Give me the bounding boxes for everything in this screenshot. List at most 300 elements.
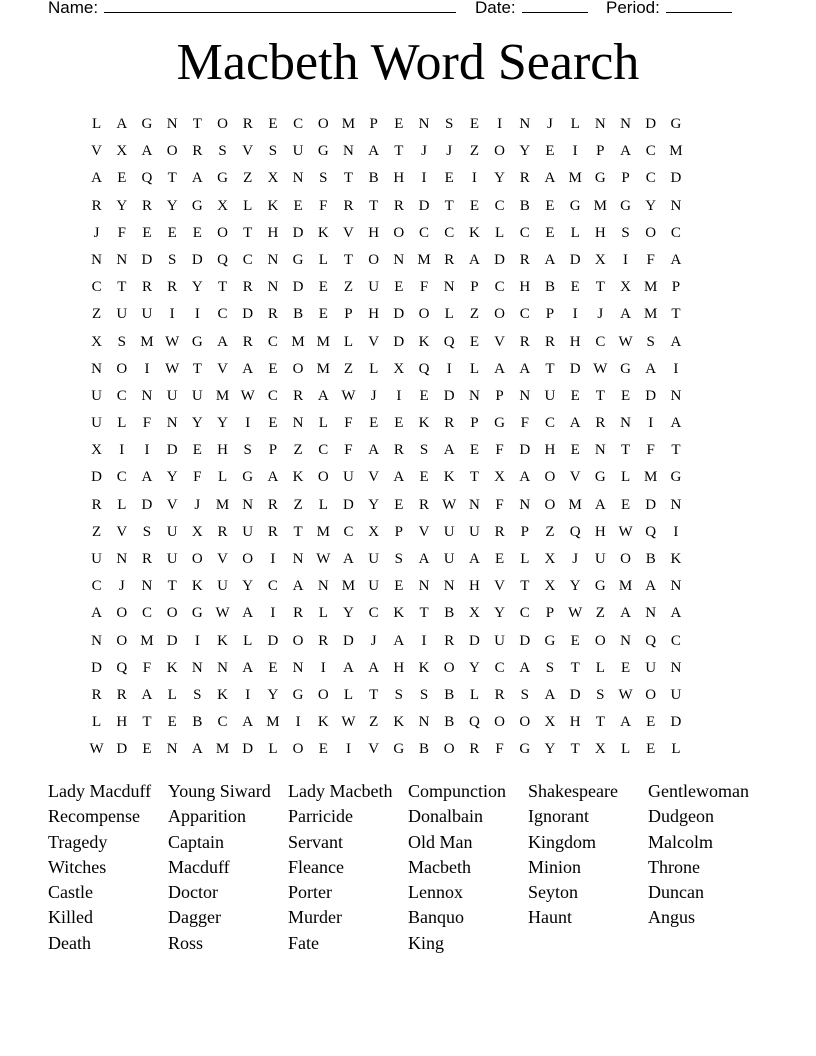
grid-letter[interactable]: A — [670, 605, 682, 622]
grid-letter[interactable]: P — [671, 279, 681, 296]
grid-letter[interactable]: D — [116, 741, 128, 758]
grid-letter[interactable]: D — [166, 632, 178, 649]
grid-letter[interactable]: C — [519, 306, 530, 323]
grid-letter[interactable]: A — [267, 469, 279, 486]
grid-letter[interactable]: W — [341, 387, 356, 404]
grid-letter[interactable]: L — [318, 415, 328, 432]
grid-letter[interactable]: R — [141, 197, 152, 214]
grid-letter[interactable]: D — [292, 279, 304, 296]
grid-letter[interactable]: W — [240, 387, 255, 404]
grid-letter[interactable]: O — [292, 360, 304, 377]
grid-letter[interactable]: W — [316, 551, 331, 567]
grid-letter[interactable]: C — [343, 523, 354, 540]
grid-letter[interactable]: M — [140, 632, 154, 649]
grid-letter[interactable]: U — [443, 551, 455, 567]
grid-letter[interactable]: R — [167, 279, 178, 296]
grid-letter[interactable]: H — [594, 523, 606, 540]
grid-letter[interactable]: I — [497, 116, 503, 132]
grid-letter[interactable]: D — [292, 224, 304, 241]
grid-letter[interactable]: A — [242, 605, 254, 622]
grid-letter[interactable]: M — [618, 578, 633, 595]
grid-letter[interactable]: E — [394, 496, 404, 513]
grid-letter[interactable]: Z — [293, 496, 303, 513]
grid-letter[interactable]: S — [419, 442, 429, 459]
grid-letter[interactable]: H — [594, 224, 606, 241]
grid-letter[interactable]: R — [419, 496, 430, 513]
grid-letter[interactable]: M — [215, 387, 230, 404]
grid-letter[interactable]: R — [444, 632, 455, 649]
grid-letter[interactable]: N — [670, 659, 682, 676]
grid-letter[interactable]: E — [570, 442, 580, 459]
grid-letter[interactable]: J — [370, 632, 377, 649]
grid-letter[interactable]: I — [673, 523, 679, 540]
grid-letter[interactable]: T — [671, 442, 681, 459]
grid-letter[interactable]: X — [393, 360, 405, 377]
grid-letter[interactable]: K — [393, 714, 405, 731]
grid-letter[interactable]: E — [268, 415, 278, 432]
grid-letter[interactable]: I — [471, 170, 477, 187]
grid-letter[interactable]: I — [194, 306, 200, 323]
grid-letter[interactable]: L — [318, 605, 328, 622]
grid-letter[interactable]: U — [217, 578, 228, 595]
grid-letter[interactable]: M — [291, 333, 305, 350]
grid-letter[interactable]: U — [166, 551, 178, 567]
grid-letter[interactable]: W — [165, 360, 180, 377]
grid-letter[interactable]: E — [268, 659, 278, 676]
grid-letter[interactable]: N — [670, 496, 682, 513]
grid-letter[interactable]: P — [470, 279, 479, 296]
grid-letter[interactable]: H — [569, 714, 581, 731]
grid-letter[interactable]: W — [618, 686, 633, 703]
grid-letter[interactable]: D — [393, 333, 405, 350]
grid-letter[interactable]: R — [267, 496, 278, 513]
grid-letter[interactable]: N — [267, 251, 279, 268]
grid-letter[interactable]: A — [620, 605, 631, 622]
grid-letter[interactable]: N — [443, 578, 455, 595]
grid-letter[interactable]: N — [594, 442, 606, 459]
grid-letter[interactable]: R — [116, 686, 127, 703]
grid-letter[interactable]: O — [116, 360, 128, 377]
grid-letter[interactable]: U — [91, 551, 103, 567]
grid-letter[interactable]: T — [394, 143, 404, 160]
grid-letter[interactable]: Q — [569, 523, 581, 540]
grid-letter[interactable]: C — [519, 224, 530, 241]
grid-letter[interactable]: B — [444, 714, 455, 731]
grid-letter[interactable]: H — [217, 442, 228, 459]
grid-letter[interactable]: H — [519, 279, 531, 296]
grid-letter[interactable]: G — [544, 632, 556, 649]
grid-letter[interactable]: C — [595, 333, 606, 350]
grid-letter[interactable]: M — [417, 251, 431, 268]
grid-letter[interactable]: R — [444, 415, 455, 432]
grid-letter[interactable]: D — [569, 251, 581, 268]
grid-letter[interactable]: E — [469, 116, 479, 132]
grid-letter[interactable]: A — [242, 714, 254, 731]
grid-letter[interactable]: R — [393, 197, 404, 214]
grid-letter[interactable]: W — [618, 333, 633, 350]
grid-letter[interactable]: H — [368, 224, 380, 241]
grid-letter[interactable]: E — [394, 415, 404, 432]
grid-letter[interactable]: D — [91, 469, 103, 486]
grid-letter[interactable]: V — [368, 333, 380, 350]
grid-letter[interactable]: T — [217, 279, 228, 296]
grid-letter[interactable]: P — [344, 306, 353, 323]
grid-letter[interactable]: O — [191, 551, 203, 567]
grid-letter[interactable]: C — [242, 251, 253, 268]
grid-letter[interactable]: O — [544, 496, 556, 513]
grid-letter[interactable]: E — [545, 197, 555, 214]
grid-letter[interactable]: R — [267, 523, 278, 540]
grid-letter[interactable]: C — [217, 714, 228, 731]
grid-letter[interactable]: O — [494, 143, 506, 160]
grid-letter[interactable]: B — [544, 279, 555, 296]
grid-letter[interactable]: U — [494, 632, 506, 649]
grid-letter[interactable]: B — [368, 170, 379, 187]
grid-letter[interactable]: N — [292, 170, 304, 187]
grid-letter[interactable]: H — [544, 442, 556, 459]
grid-letter[interactable]: U — [242, 523, 254, 540]
grid-letter[interactable]: O — [166, 143, 178, 160]
grid-letter[interactable]: A — [191, 170, 203, 187]
grid-letter[interactable]: A — [317, 387, 329, 404]
grid-letter[interactable]: N — [166, 415, 178, 432]
grid-letter[interactable]: I — [320, 659, 326, 676]
grid-letter[interactable]: Y — [544, 741, 556, 758]
grid-letter[interactable]: Z — [469, 306, 479, 323]
grid-letter[interactable]: U — [368, 279, 380, 296]
grid-letter[interactable]: E — [419, 469, 429, 486]
grid-letter[interactable]: K — [191, 578, 203, 595]
grid-letter[interactable]: Q — [217, 251, 228, 268]
grid-letter[interactable]: T — [570, 659, 580, 676]
grid-letter[interactable]: N — [91, 632, 103, 649]
grid-letter[interactable]: N — [594, 116, 606, 132]
grid-letter[interactable]: S — [419, 686, 429, 703]
grid-letter[interactable]: K — [418, 415, 430, 432]
grid-letter[interactable]: E — [495, 551, 505, 567]
grid-letter[interactable]: V — [368, 741, 380, 758]
grid-letter[interactable]: L — [318, 251, 328, 268]
grid-letter[interactable]: M — [316, 523, 330, 540]
grid-letter[interactable]: X — [594, 741, 606, 758]
grid-letter[interactable]: L — [167, 686, 177, 703]
grid-letter[interactable]: A — [670, 251, 682, 268]
grid-letter[interactable]: D — [519, 632, 531, 649]
grid-letter[interactable]: R — [444, 251, 455, 268]
grid-letter[interactable]: M — [316, 360, 330, 377]
grid-letter[interactable]: P — [545, 306, 555, 323]
grid-letter[interactable]: X — [116, 143, 128, 160]
grid-letter[interactable]: D — [141, 251, 153, 268]
grid-letter[interactable]: T — [595, 714, 605, 731]
grid-letter[interactable]: E — [117, 170, 127, 187]
grid-letter[interactable]: I — [119, 442, 125, 459]
grid-letter[interactable]: Q — [645, 523, 657, 540]
grid-letter[interactable]: N — [670, 197, 682, 214]
grid-letter[interactable]: P — [495, 387, 504, 404]
grid-letter[interactable]: E — [620, 387, 631, 404]
grid-letter[interactable]: C — [318, 442, 329, 459]
grid-letter[interactable]: G — [620, 197, 631, 214]
grid-letter[interactable]: J — [547, 116, 553, 132]
grid-letter[interactable]: N — [242, 496, 254, 513]
grid-letter[interactable]: E — [469, 333, 479, 350]
grid-letter[interactable]: T — [595, 279, 605, 296]
grid-letter[interactable]: A — [620, 143, 631, 160]
grid-letter[interactable]: Q — [443, 333, 455, 350]
grid-letter[interactable]: R — [242, 279, 253, 296]
grid-letter[interactable]: X — [91, 333, 103, 350]
grid-letter[interactable]: A — [645, 360, 657, 377]
grid-letter[interactable]: N — [91, 251, 103, 268]
grid-letter[interactable]: C — [267, 387, 278, 404]
grid-letter[interactable]: L — [444, 306, 454, 323]
grid-letter[interactable]: N — [443, 279, 455, 296]
grid-letter[interactable]: R — [141, 551, 152, 567]
grid-letter[interactable]: W — [341, 714, 356, 731]
grid-letter[interactable]: B — [444, 605, 455, 622]
grid-letter[interactable]: B — [645, 551, 656, 567]
grid-letter[interactable]: L — [620, 469, 631, 486]
grid-letter[interactable]: H — [393, 170, 405, 187]
grid-letter[interactable]: Y — [494, 170, 506, 187]
grid-letter[interactable]: N — [418, 578, 430, 595]
grid-letter[interactable]: D — [519, 442, 531, 459]
grid-letter[interactable]: V — [418, 523, 430, 540]
grid-letter[interactable]: Z — [293, 442, 303, 459]
grid-letter[interactable]: U — [292, 143, 304, 160]
grid-letter[interactable]: K — [418, 333, 430, 350]
grid-letter[interactable]: E — [142, 224, 152, 241]
grid-letter[interactable]: D — [267, 632, 279, 649]
grid-letter[interactable]: F — [495, 741, 504, 758]
grid-letter[interactable]: A — [670, 415, 682, 432]
grid-letter[interactable]: R — [595, 415, 606, 432]
grid-letter[interactable]: U — [594, 551, 606, 567]
grid-letter[interactable]: Y — [519, 143, 531, 160]
grid-letter[interactable]: S — [167, 251, 177, 268]
grid-letter[interactable]: I — [144, 442, 150, 459]
grid-letter[interactable]: M — [341, 578, 356, 595]
grid-letter[interactable]: A — [141, 143, 153, 160]
grid-letter[interactable]: I — [194, 632, 200, 649]
grid-letter[interactable]: Y — [191, 279, 203, 296]
grid-letter[interactable]: T — [192, 360, 202, 377]
grid-letter[interactable]: U — [670, 686, 682, 703]
grid-letter[interactable]: S — [268, 143, 278, 160]
grid-letter[interactable]: C — [519, 605, 530, 622]
grid-letter[interactable]: T — [243, 224, 253, 241]
grid-letter[interactable]: M — [140, 333, 154, 350]
grid-letter[interactable]: E — [469, 197, 479, 214]
period-field[interactable] — [606, 0, 732, 18]
grid-letter[interactable]: S — [646, 333, 655, 350]
grid-letter[interactable]: N — [116, 551, 128, 567]
grid-letter[interactable]: A — [519, 659, 531, 676]
grid-letter[interactable]: K — [217, 686, 228, 703]
grid-letter[interactable]: P — [369, 116, 378, 132]
grid-letter[interactable]: D — [166, 442, 178, 459]
grid-letter[interactable]: C — [544, 415, 555, 432]
grid-letter[interactable]: K — [166, 659, 178, 676]
grid-letter[interactable]: U — [91, 415, 103, 432]
grid-letter[interactable]: L — [570, 224, 580, 241]
grid-letter[interactable]: Y — [343, 605, 354, 622]
grid-letter[interactable]: A — [141, 686, 153, 703]
grid-letter[interactable]: T — [545, 360, 555, 377]
grid-letter[interactable]: C — [444, 224, 455, 241]
grid-letter[interactable]: L — [343, 686, 354, 703]
grid-letter[interactable]: G — [569, 197, 581, 214]
grid-letter[interactable]: I — [648, 415, 654, 432]
grid-letter[interactable]: C — [217, 306, 228, 323]
grid-letter[interactable]: E — [545, 224, 555, 241]
grid-letter[interactable]: U — [343, 469, 354, 486]
grid-letter[interactable]: L — [268, 741, 278, 758]
grid-letter[interactable]: Z — [343, 279, 354, 296]
grid-letter[interactable]: E — [545, 143, 555, 160]
grid-letter[interactable]: N — [141, 578, 153, 595]
grid-letter[interactable]: T — [117, 279, 127, 296]
grid-letter[interactable]: D — [645, 116, 657, 132]
grid-letter[interactable]: O — [166, 605, 178, 622]
grid-letter[interactable]: U — [468, 523, 480, 540]
grid-letter[interactable]: N — [116, 251, 128, 268]
grid-letter[interactable]: H — [267, 224, 279, 241]
grid-letter[interactable]: W — [593, 360, 608, 377]
grid-letter[interactable]: A — [519, 360, 531, 377]
grid-letter[interactable]: O — [292, 741, 304, 758]
grid-letter[interactable]: G — [191, 197, 203, 214]
grid-letter[interactable]: U — [368, 578, 380, 595]
grid-letter[interactable]: A — [217, 333, 228, 350]
grid-letter[interactable]: T — [343, 251, 354, 268]
grid-letter[interactable]: M — [215, 741, 230, 758]
grid-letter[interactable]: Z — [92, 523, 102, 540]
grid-letter[interactable]: O — [368, 251, 380, 268]
grid-letter[interactable]: M — [593, 197, 608, 214]
grid-letter[interactable]: E — [394, 578, 404, 595]
grid-letter[interactable]: K — [217, 632, 228, 649]
grid-letter[interactable]: V — [116, 523, 128, 540]
grid-letter[interactable]: B — [293, 306, 304, 323]
grid-letter[interactable]: W — [618, 523, 633, 540]
grid-letter[interactable]: P — [520, 523, 529, 540]
grid-letter[interactable]: O — [443, 741, 455, 758]
grid-letter[interactable]: M — [316, 333, 330, 350]
grid-letter[interactable]: P — [268, 442, 278, 459]
grid-letter[interactable]: D — [418, 197, 430, 214]
grid-letter[interactable]: M — [568, 170, 582, 187]
grid-letter[interactable]: V — [91, 143, 103, 160]
grid-letter[interactable]: V — [166, 496, 178, 513]
grid-letter[interactable]: A — [569, 415, 581, 432]
grid-letter[interactable]: Y — [166, 469, 178, 486]
grid-letter[interactable]: T — [444, 197, 454, 214]
grid-letter[interactable]: U — [91, 387, 103, 404]
grid-letter[interactable]: P — [621, 170, 630, 187]
grid-letter[interactable]: E — [646, 741, 656, 758]
grid-letter[interactable]: Y — [166, 197, 178, 214]
grid-letter[interactable]: O — [645, 224, 657, 241]
grid-letter[interactable]: S — [621, 224, 630, 241]
date-field[interactable] — [475, 0, 588, 18]
grid-letter[interactable]: F — [142, 415, 152, 432]
grid-letter[interactable]: K — [418, 659, 430, 676]
grid-letter[interactable]: C — [645, 170, 656, 187]
grid-letter[interactable]: R — [217, 523, 228, 540]
grid-letter[interactable]: U — [166, 387, 178, 404]
grid-letter[interactable]: K — [317, 714, 329, 731]
grid-letter[interactable]: I — [572, 143, 578, 160]
grid-letter[interactable]: V — [494, 578, 506, 595]
grid-letter[interactable]: L — [620, 741, 631, 758]
grid-letter[interactable]: A — [91, 170, 103, 187]
grid-letter[interactable]: S — [394, 686, 404, 703]
grid-letter[interactable]: G — [292, 686, 304, 703]
grid-letter[interactable]: R — [519, 170, 530, 187]
grid-letter[interactable]: L — [671, 741, 681, 758]
grid-letter[interactable]: M — [644, 279, 658, 296]
grid-letter[interactable]: Z — [243, 170, 253, 187]
grid-letter[interactable]: S — [545, 659, 555, 676]
grid-letter[interactable]: A — [141, 469, 153, 486]
grid-letter[interactable]: N — [292, 659, 304, 676]
grid-letter[interactable]: A — [519, 469, 531, 486]
grid-letter[interactable]: T — [343, 170, 354, 187]
grid-letter[interactable]: O — [116, 632, 128, 649]
grid-letter[interactable]: B — [192, 714, 203, 731]
grid-letter[interactable]: C — [293, 116, 304, 132]
grid-letter[interactable]: F — [495, 496, 504, 513]
grid-letter[interactable]: A — [544, 686, 556, 703]
grid-letter[interactable]: A — [368, 442, 380, 459]
grid-letter[interactable]: A — [191, 741, 203, 758]
grid-letter[interactable]: A — [443, 442, 455, 459]
grid-letter[interactable]: R — [494, 523, 505, 540]
grid-letter[interactable]: N — [418, 116, 430, 132]
grid-letter[interactable]: R — [293, 387, 304, 404]
grid-letter[interactable]: D — [242, 741, 254, 758]
grid-letter[interactable]: D — [645, 496, 657, 513]
grid-letter[interactable]: E — [620, 659, 631, 676]
grid-letter[interactable]: U — [166, 523, 178, 540]
grid-letter[interactable]: S — [142, 523, 152, 540]
grid-letter[interactable]: C — [141, 605, 152, 622]
grid-letter[interactable]: D — [393, 306, 405, 323]
grid-letter[interactable]: O — [393, 224, 405, 241]
grid-letter[interactable]: U — [191, 387, 203, 404]
grid-letter[interactable]: F — [520, 415, 529, 432]
grid-letter[interactable]: R — [91, 686, 102, 703]
grid-letter[interactable]: K — [670, 551, 682, 567]
grid-letter[interactable]: Y — [468, 659, 480, 676]
grid-letter[interactable]: A — [544, 170, 556, 187]
grid-letter[interactable]: E — [570, 632, 580, 649]
grid-letter[interactable]: E — [570, 279, 580, 296]
grid-letter[interactable]: O — [242, 551, 254, 567]
grid-letter[interactable]: W — [165, 333, 180, 350]
grid-letter[interactable]: A — [343, 551, 354, 567]
grid-letter[interactable]: N — [468, 496, 480, 513]
grid-letter[interactable]: J — [370, 387, 377, 404]
grid-letter[interactable]: T — [369, 686, 379, 703]
grid-letter[interactable]: L — [92, 116, 102, 132]
grid-letter[interactable]: N — [292, 415, 304, 432]
grid-letter[interactable]: C — [116, 387, 127, 404]
grid-letter[interactable]: F — [344, 442, 353, 459]
grid-letter[interactable]: O — [645, 686, 657, 703]
